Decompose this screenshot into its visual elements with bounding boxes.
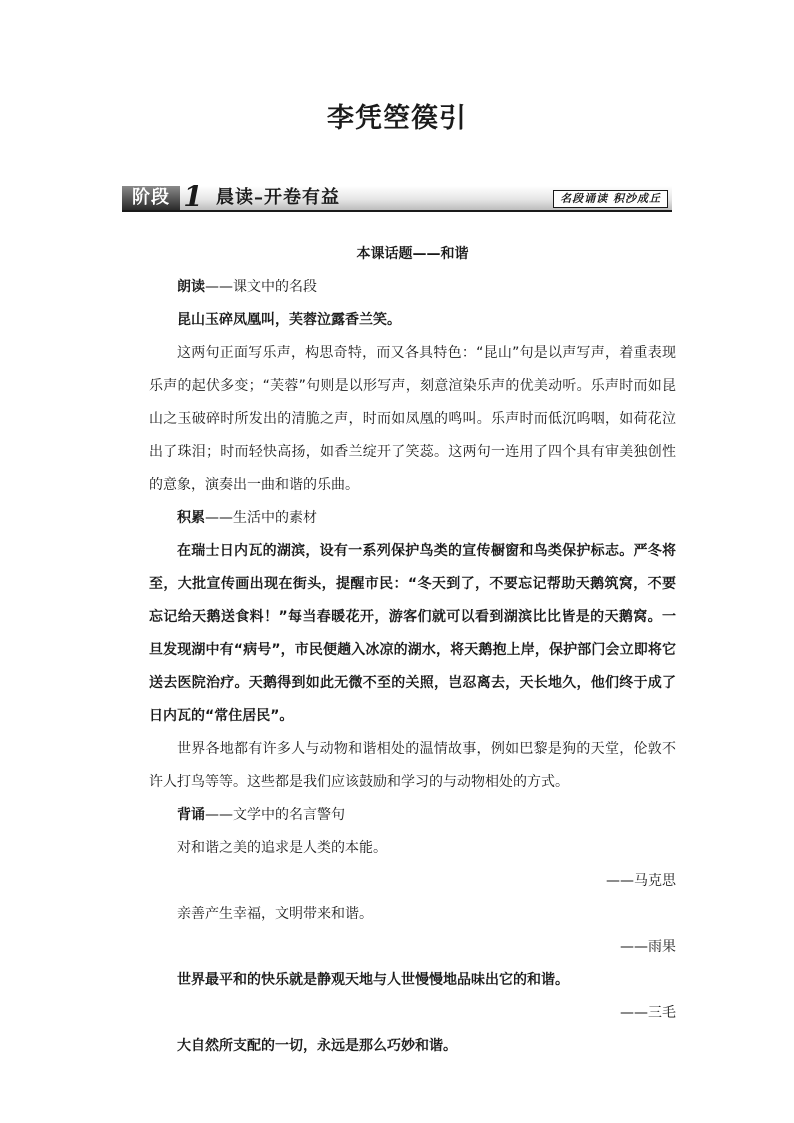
stage-number: 1 <box>183 180 203 213</box>
recitation-author-2: ——雨果 <box>620 939 676 955</box>
stage-title: 晨读–开卷有益 <box>216 187 340 208</box>
reading-heading-rest: ——课文中的名段 <box>205 279 317 295</box>
recitation-author-1: ——马克思 <box>606 873 676 889</box>
accumulation-heading <box>149 502 676 535</box>
accumulation-paragraph-1: 在瑞士日内瓦的湖滨，设有一系列保护鸟类的宣传橱窗和鸟类保护标志。严冬将至，大批宣传画出现在街头，提醒市民：“冬天到了，不要忘记帮助天鹅筑窝，不要忘记给天鹅送食料！”每当春暖花开，游客们就可以看到湖滨比比皆是的天鹅窝。一旦发现湖中有“病号”，市民便趟入冰凉的湖水，将天鹅抱上岸，保护部门会立即将它送去医院治疗。天鹅得到如此无微不至的关照，岂忍离去，天长地久，他们终于成了日内瓦的“常住居民”。 <box>149 543 676 724</box>
page-title: 李凭箜篌引 <box>327 103 467 134</box>
recitation-quote-2: 亲善产生幸福，文明带来和谐。 <box>177 906 373 922</box>
stage-slogan: 名段诵读 积沙成丘 <box>553 190 668 208</box>
recitation-heading-rest: ——文学中的名言警句 <box>205 807 345 823</box>
recitation-quote-3: 世界最平和的快乐就是静观天地与人世慢慢地品味出它的和谐。 <box>177 972 569 988</box>
recitation-heading <box>149 799 676 832</box>
reading-heading <box>149 271 676 304</box>
recitation-author-3: ——三毛 <box>620 1005 676 1021</box>
stage-label: 阶段 <box>122 186 180 210</box>
accumulation-heading-key: 积累 <box>177 510 205 526</box>
recitation-heading-key: 背诵 <box>177 807 205 823</box>
reading-quote: 昆山玉碎凤凰叫，芙蓉泣露香兰笑。 <box>177 312 401 328</box>
stage-banner <box>122 180 672 213</box>
accumulation-paragraph-2: 世界各地都有许多人与动物和谐相处的温情故事，例如巴黎是狗的天堂，伦敦不许人打鸟等等。这些都是我们应该鼓励和学习的与动物相处的方式。 <box>149 741 676 790</box>
recitation-quote-4: 大自然所支配的一切，永远是那么巧妙和谐。 <box>177 1038 457 1054</box>
accumulation-heading-rest: ——生活中的素材 <box>205 510 317 526</box>
reading-heading-key: 朗读 <box>177 279 205 295</box>
topic-heading: 本课话题——和谐 <box>356 246 469 262</box>
lesson-content <box>149 238 676 1063</box>
reading-paragraph: 这两句正面写乐声，构思奇特，而又各具特色：“昆山”句是以声写声，着重表现乐声的起伏多变；“芙蓉”句则是以形写声，刻意渲染乐声的优美动听。乐声时而如昆山之玉破碎时所发出的清脆之声，时而如凤凰的鸣叫。乐声时而低沉呜咽，如荷花泣出了珠泪；时而轻快高扬，如香兰绽开了笑蕊。这两句一连用了四个具有审美独创性的意象，演奏出一曲和谐的乐曲。 <box>149 345 676 493</box>
recitation-quote-1: 对和谐之美的追求是人类的本能。 <box>177 840 387 856</box>
